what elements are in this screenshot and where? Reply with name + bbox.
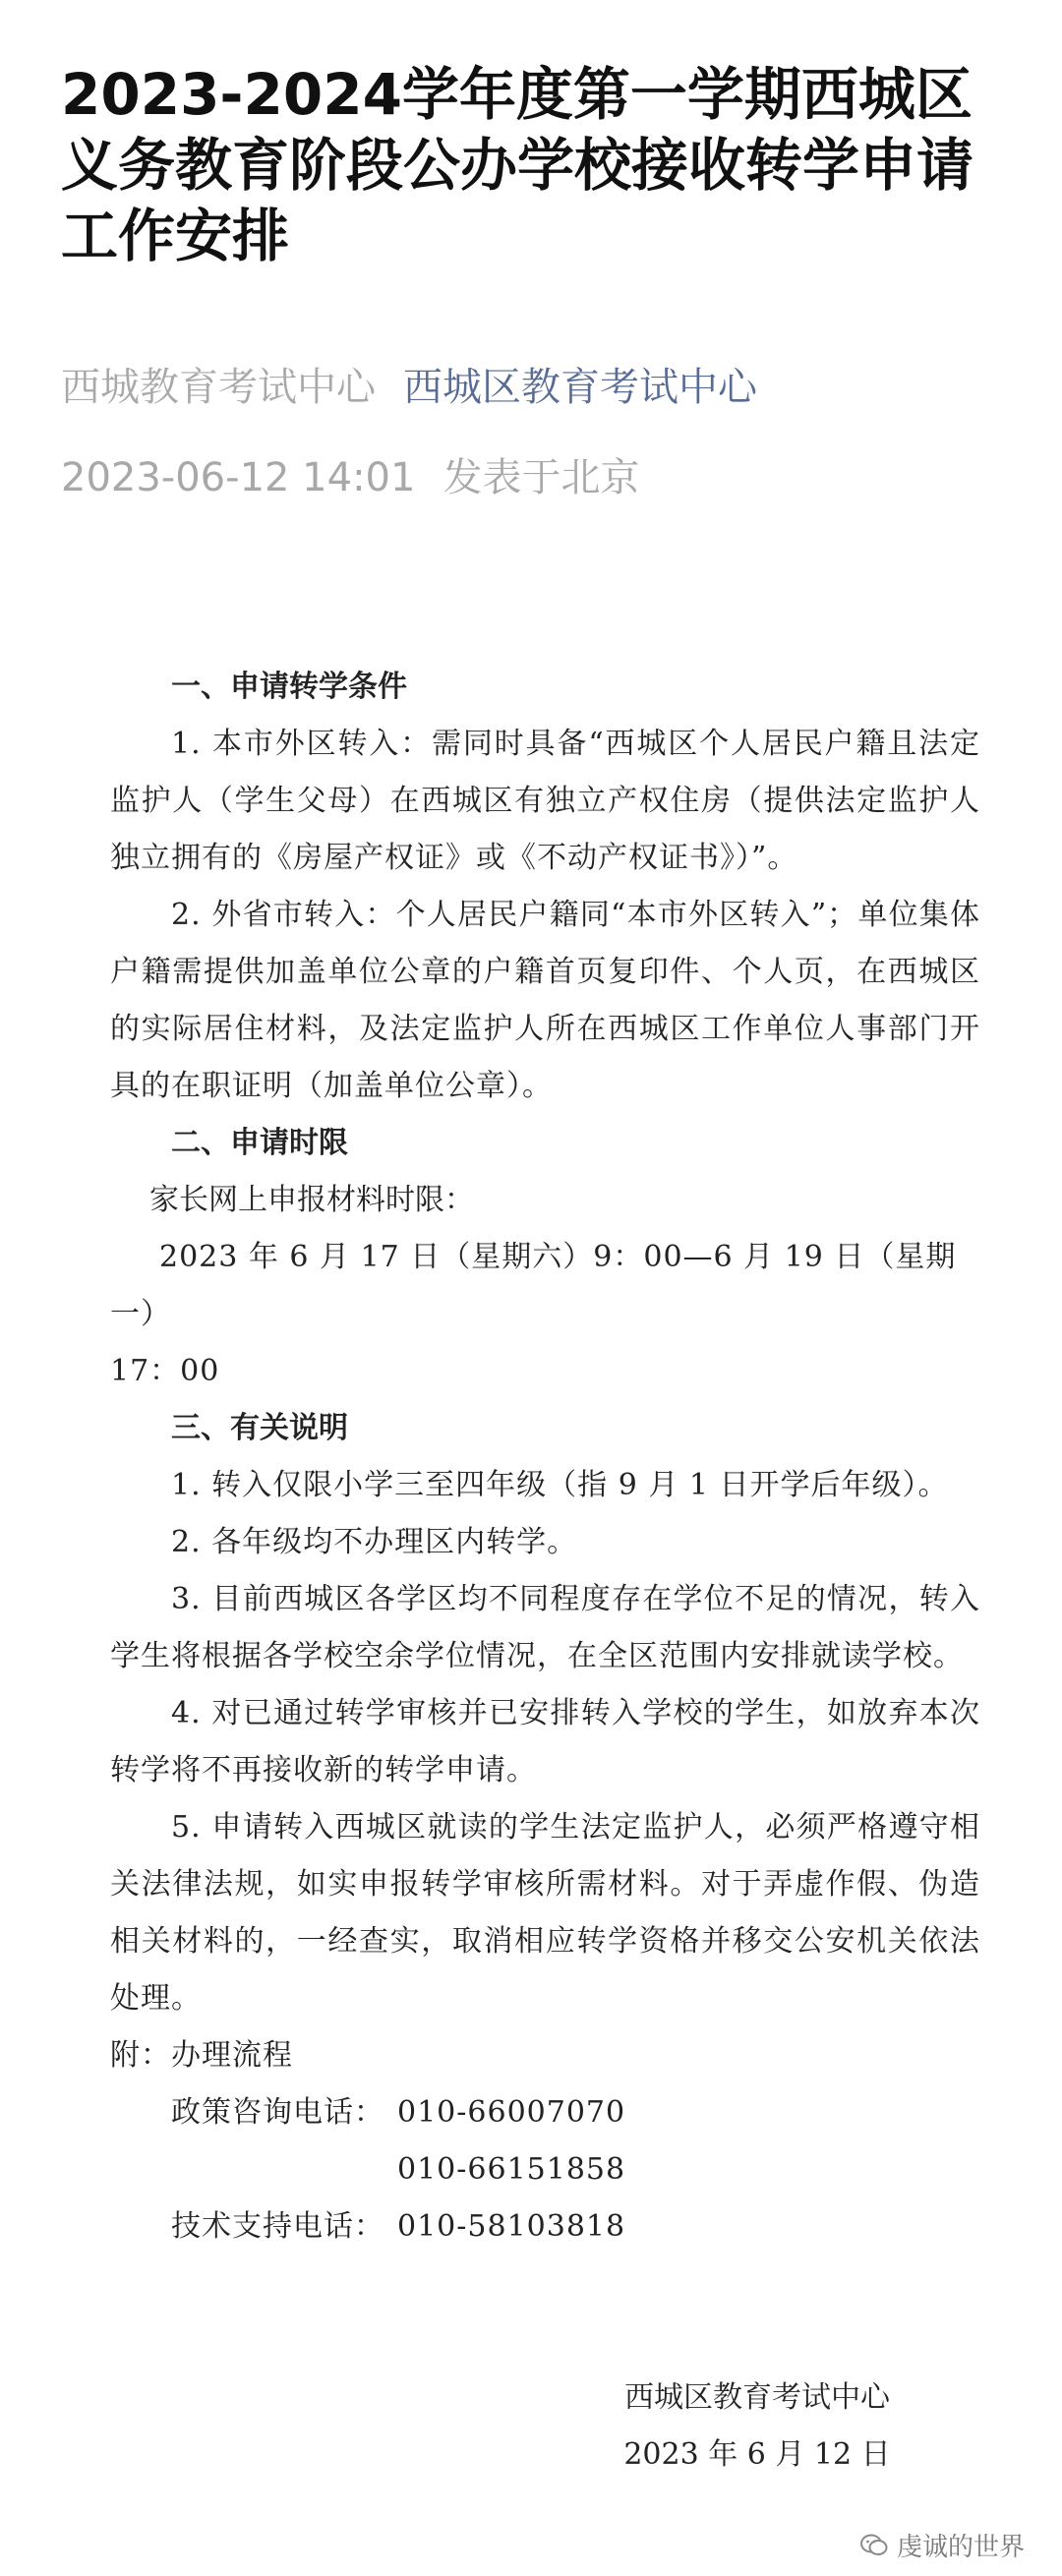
contact-label: 政策咨询电话： xyxy=(171,2095,384,2130)
wechat-icon xyxy=(859,2533,889,2558)
time-range-end: 17：00 xyxy=(110,1354,220,1388)
section-heading: 三、有关说明 xyxy=(171,1411,348,1445)
phone-number: 010-58103818 xyxy=(397,2209,626,2244)
note-item: 5. 申请转入西城区就读的学生法定监护人，必须严格遵守相关法律法规，如实申报转学审核所需材料。对于弄虚作假、伪造相关材料的，一经查实，取消相应转学资格并移交公安机关依法处理。 xyxy=(110,1810,980,2016)
watermark-text: 虔诚的世界 xyxy=(896,2533,1025,2562)
paragraph: 2. 外省市转入：个人居民户籍同“本市外区转入”；单位集体户籍需提供加盖单位公章的户籍首页复印件、个人页，在西城区的实际居住材料，及法定监护人所在西城区工作单位人事部门开具的在职证明（加盖单位公章）。 xyxy=(110,898,980,1103)
signature-date: 2023 年 6 月 12 日 xyxy=(623,2437,891,2472)
note-item: 2. 各年级均不办理区内转学。 xyxy=(171,1525,578,1559)
publish-time: 2023-06-12 14:01 xyxy=(61,455,416,500)
signature-org: 西城区教育考试中心 xyxy=(624,2380,890,2415)
article-source xyxy=(61,364,757,411)
article-title: 2023-2024学年度第一学期西城区义务教育阶段公办学校接收转学申请工作安排 xyxy=(61,61,974,269)
policy-contact xyxy=(110,2084,980,2141)
publish-location: 发表于北京 xyxy=(442,455,640,500)
article-meta xyxy=(61,454,639,501)
paragraph: 1. 本市外区转入：需同时具备“西城区个人居民户籍且法定监护人（学生父母）在西城区有独立产权住房（提供法定监护人独立拥有的《房屋产权证》或《不动产权证书》）”。 xyxy=(110,727,980,875)
tech-contact xyxy=(110,2198,980,2255)
attachment-line: 附：办理流程 xyxy=(110,2038,293,2073)
phone-number: 010-66151858 xyxy=(397,2152,626,2187)
note-item: 4. 对已通过转学审核并已安排转入学校的学生，如放弃本次转学将不再接收新的转学申请。 xyxy=(110,1696,980,1787)
note-item: 1. 转入仅限小学三至四年级（指 9 月 1 日开学后年级）。 xyxy=(171,1468,949,1502)
contact-label: 技术支持电话： xyxy=(171,2209,384,2244)
source-name: 西城教育考试中心 xyxy=(61,365,376,410)
watermark xyxy=(859,2527,1025,2563)
section-heading: 二、申请时限 xyxy=(171,1126,348,1160)
time-range: 2023 年 6 月 17 日（星期六）9：00—6 月 19 日（星期一） xyxy=(110,1240,957,1331)
phone-number: 010-66007070 xyxy=(397,2095,626,2130)
note-item: 3. 目前西城区各学区均不同程度存在学位不足的情况，转入学生将根据各学校空余学位情况，在全区范围内安排就读学校。 xyxy=(110,1582,980,1673)
section-heading: 一、申请转学条件 xyxy=(171,670,407,704)
policy-contact-2 xyxy=(110,2141,980,2198)
document-body xyxy=(110,659,980,2255)
paragraph: 家长网上申报材料时限： xyxy=(149,1183,474,1217)
signature-block xyxy=(610,2370,905,2484)
account-name-link[interactable]: 西城区教育考试中心 xyxy=(403,365,757,410)
